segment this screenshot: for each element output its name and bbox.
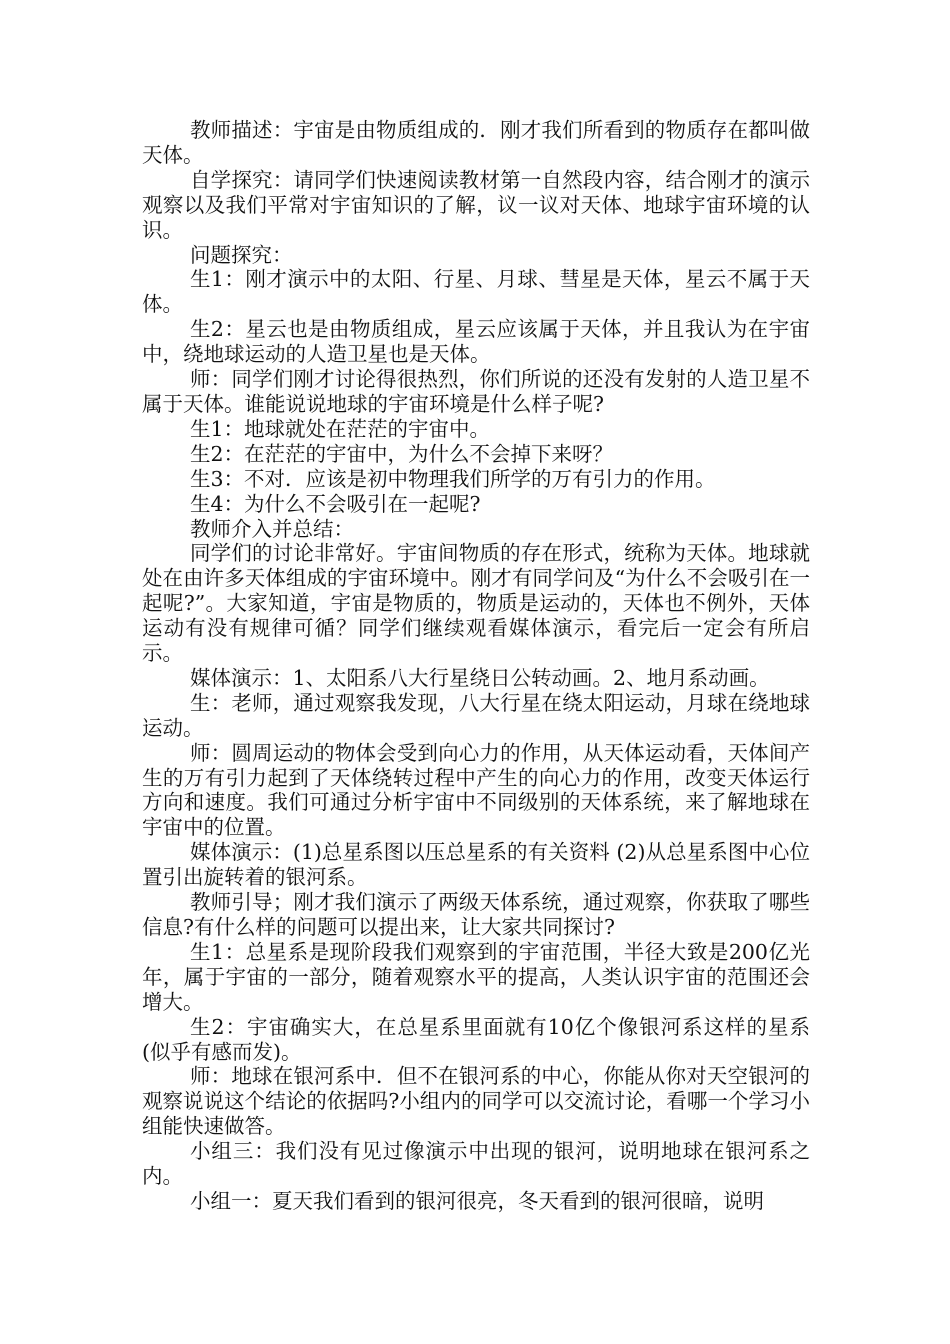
paragraph-student-4-answer: 生4：为什么不会吸引在一起呢? — [190, 491, 481, 516]
paragraph-teacher-explanation: 师：圆周运动的物体会受到向心力的作用，从天体运动看，天体间产生的万有引力起到了天体绕转过程中产生的向心力的作用，改变天体运行方向和速度。我们可通过分析宇宙中不同级别的天体系统，来了解地球在宇宙中的位置。 — [142, 740, 810, 840]
paragraph-teacher-guidance: 教师引导；刚才我们演示了两级天体系统，通过观察，你获取了哪些信息?有什么样的问题可以提出来，让大家共同探讨? — [142, 890, 810, 939]
paragraph-teacher-milky-way: 师：地球在银河系中．但不在银河系的中心，你能从你对天空银河的观察说说这个结论的依据吗?小组内的同学可以交流讨论，看哪一个学习小组能快速做答。 — [142, 1064, 810, 1139]
paragraph-student-1-answer: 生1：地球就处在茫茫的宇宙中。 — [190, 416, 491, 441]
paragraph-student-3-answer: 生3：不对．应该是初中物理我们所学的万有引力的作用。 — [190, 466, 716, 491]
paragraph-group-three: 小组三：我们没有见过像演示中出现的银河，说明地球在银河系之内。 — [142, 1139, 810, 1189]
paragraph-student-2-galaxy: 生2：宇宙确实大，在总星系里面就有10亿个像银河系这样的星系(似乎有感而发)。 — [142, 1014, 810, 1064]
paragraph-student-observation: 生：老师，通过观察我发现，八大行星在绕太阳运动，月球在绕地球运动。 — [142, 690, 810, 740]
paragraph-teacher-summary-heading: 教师介入并总结： — [190, 516, 354, 541]
paragraph-student-2-answer: 生2：在茫茫的宇宙中，为什么不会掉下来呀？ — [190, 441, 614, 466]
paragraph-student-1: 生1：刚才演示中的太阳、行星、月球、彗星是天体，星云不属于天体。 — [142, 267, 810, 317]
paragraph-self-study: 自学探究：请同学们快速阅读教材第一自然段内容，结合刚才的演示观察以及我们平常对宇宙知识的了解，议一议对天体、地球宇宙环境的认识。 — [142, 167, 810, 242]
paragraph-student-1-galaxy: 生1：总星系是现阶段我们观察到的宇宙范围，半径大致是200亿光年，属于宇宙的一部分，随着观察水平的提高，人类认识宇宙的范围还会增大。 — [142, 939, 810, 1014]
paragraph-inquiry-heading: 问题探究： — [190, 242, 293, 267]
paragraph-teacher-question: 师：同学们刚才讨论得很热烈，你们所说的还没有发射的人造卫星不属于天体。谁能说说地球的宇宙环境是什么样子呢? — [142, 367, 810, 416]
paragraph-media-demo-1: 媒体演示：1、太阳系八大行星绕日公转动画。2、地月系动画。 — [190, 665, 770, 690]
paragraph-teacher-description: 教师描述：宇宙是由物质组成的．刚才我们所看到的物质存在都叫做天体。 — [142, 118, 810, 167]
paragraph-teacher-summary: 同学们的讨论非常好。宇宙间物质的存在形式，统称为天体。地球就处在由许多天体组成的宇宙环境中。刚才有同学问及“为什么不会吸引在一起呢?”。大家知道，宇宙是物质的，物质是运动的，天体也不例外，天体运动有没有规律可循？同学们继续观看媒体演示，看完后一定会有所启示。 — [142, 541, 810, 666]
paragraph-group-one: 小组一：夏天我们看到的银河很亮，冬天看到的银河很暗，说明 — [190, 1188, 764, 1213]
paragraph-media-demo-2: 媒体演示：(1)总星系图以压总星系的有关资料 (2)从总星系图中心位置引出旋转着的银河系。 — [142, 840, 810, 890]
document-body — [142, 118, 810, 1214]
paragraph-student-2: 生2：星云也是由物质组成，星云应该属于天体，并且我认为在宇宙中，绕地球运动的人造卫星也是天体。 — [142, 317, 810, 367]
